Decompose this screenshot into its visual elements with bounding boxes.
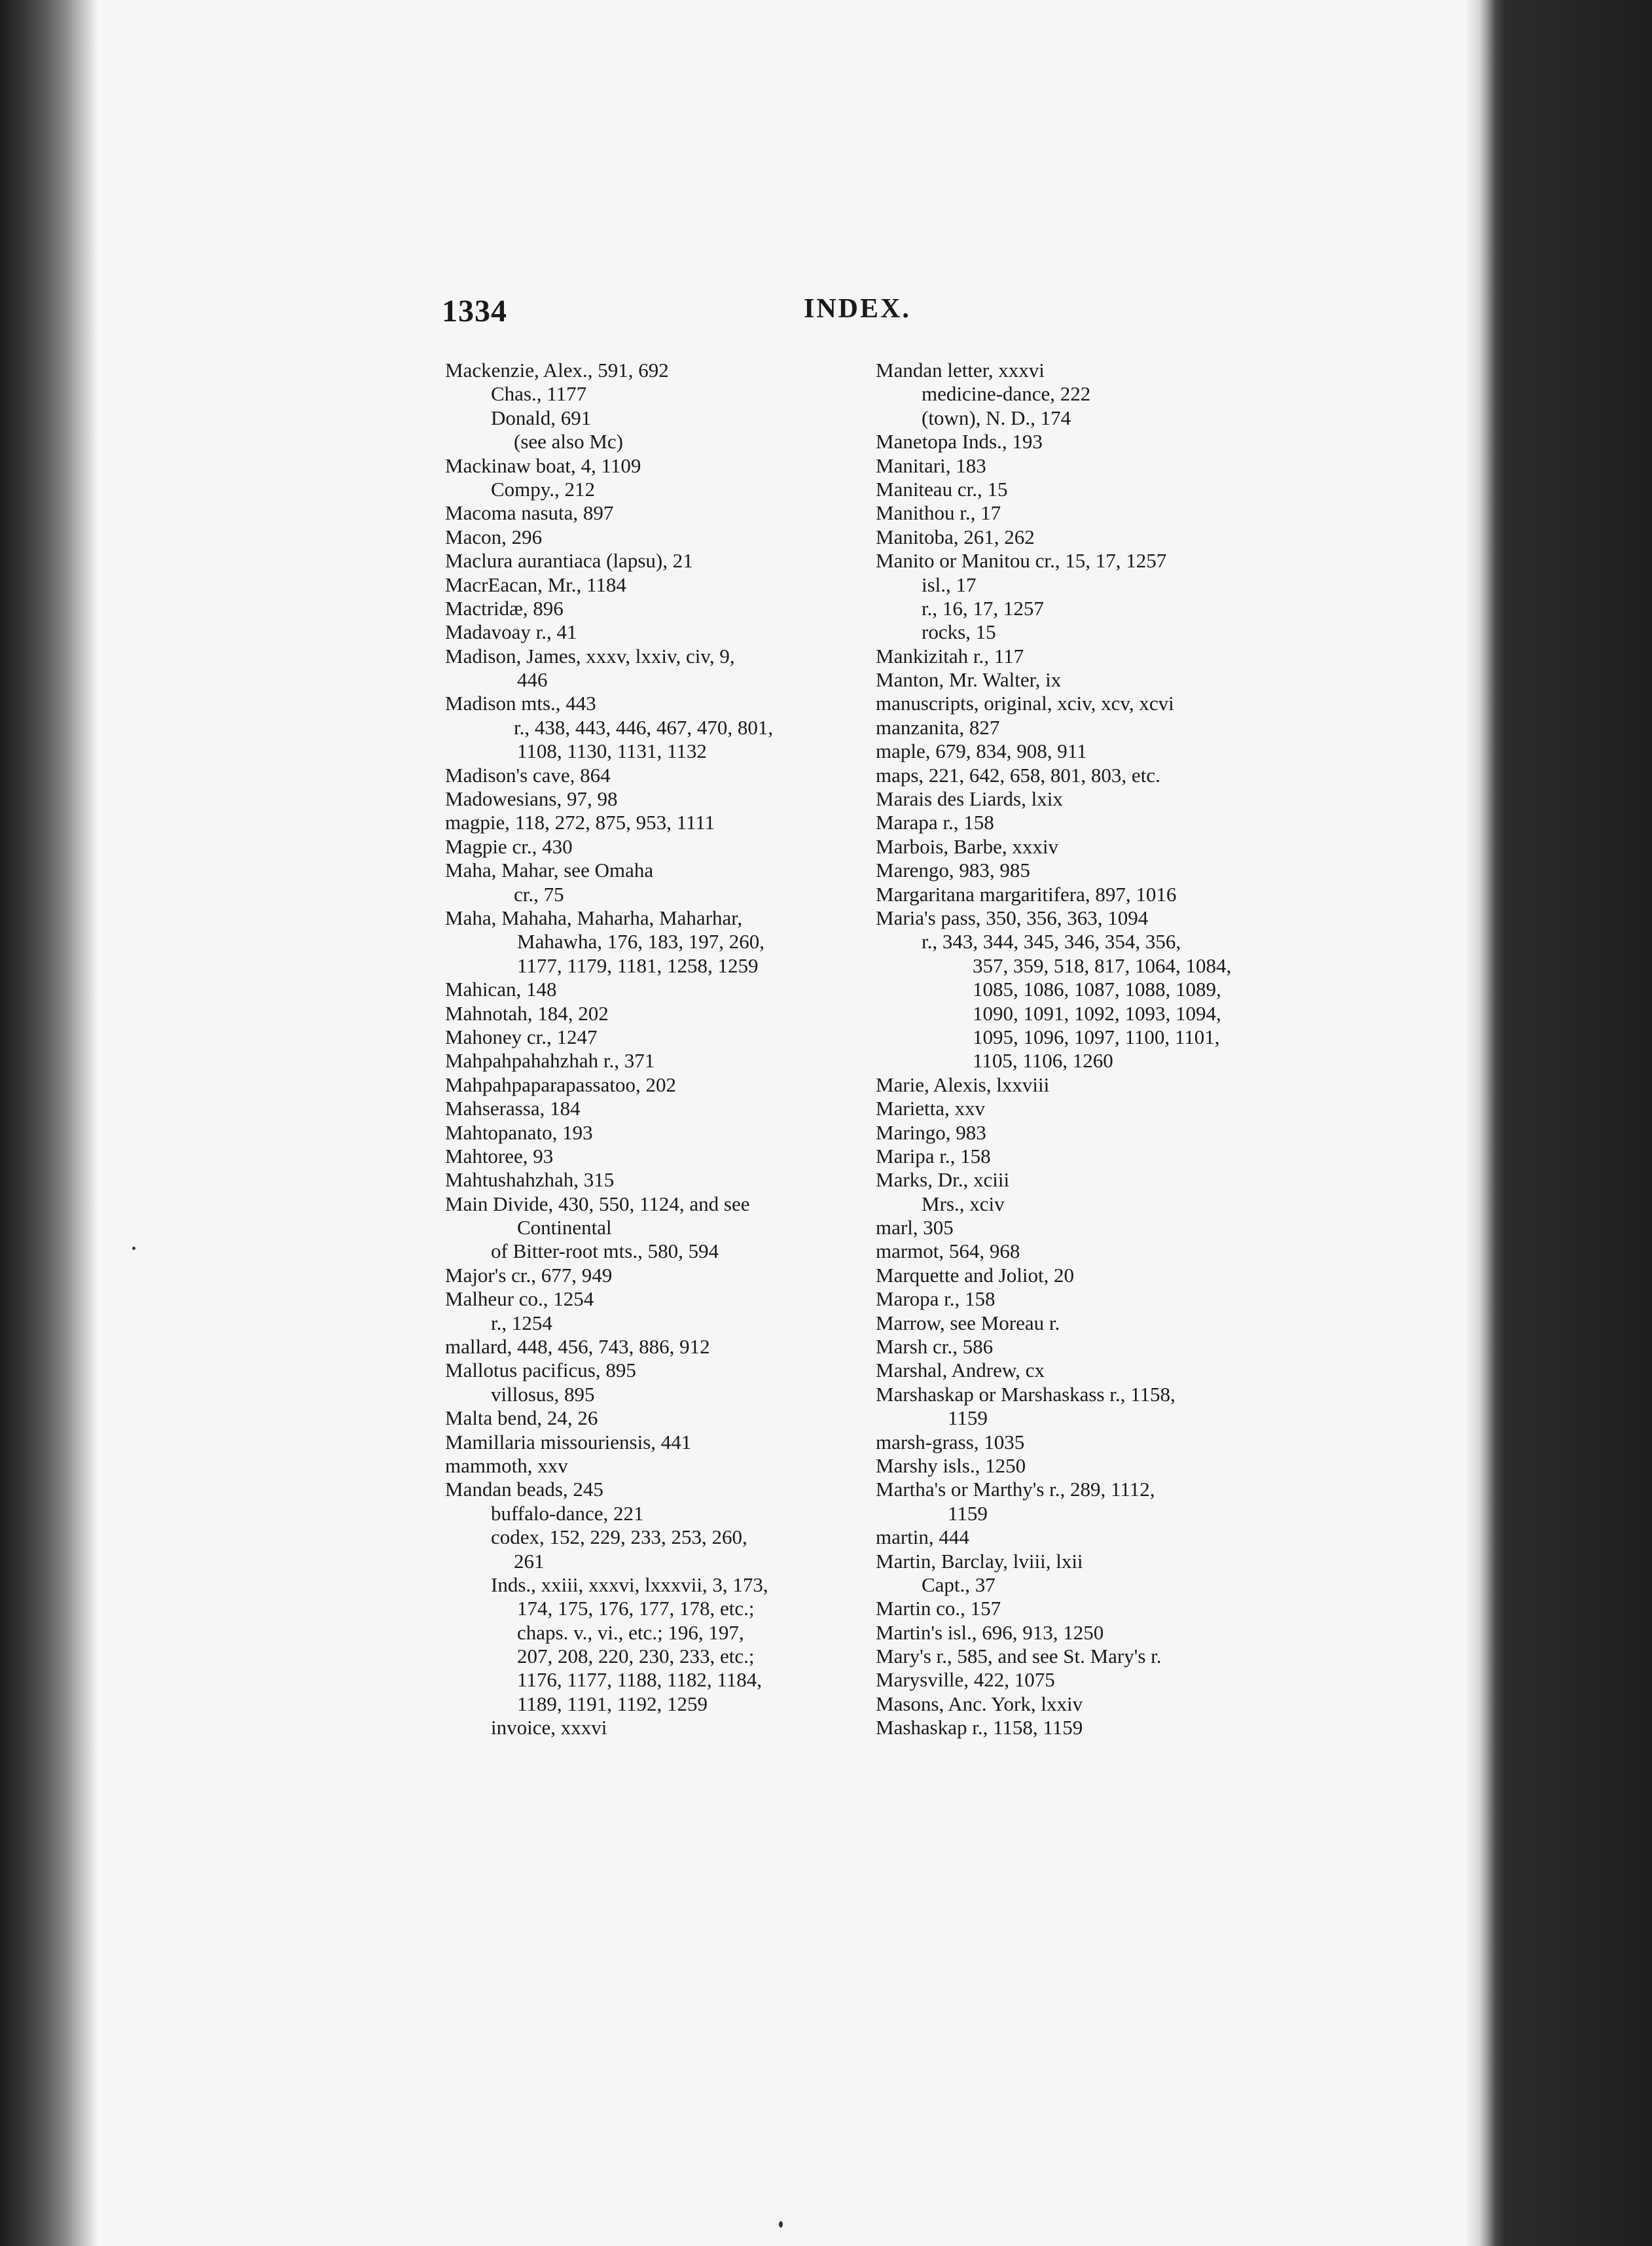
index-entry: Mahpahpaparapassatoo, 202 (445, 1073, 676, 1096)
index-entry: 446 (517, 668, 548, 692)
index-entry: manuscripts, original, xciv, xcv, xcvi (876, 692, 1174, 715)
index-column-left (445, 359, 877, 1740)
index-entry: Marsh cr., 586 (876, 1335, 994, 1359)
index-entry: 1176, 1177, 1188, 1182, 1184, (517, 1668, 762, 1692)
index-entry: Manito or Manitou cr., 15, 17, 1257 (876, 549, 1167, 573)
index-entry: maps, 221, 642, 658, 801, 803, etc. (876, 763, 1160, 787)
index-entry: Manitoba, 261, 262 (876, 525, 1035, 548)
index-entry: Madavoay r., 41 (445, 620, 577, 644)
index-entry: codex, 152, 229, 233, 253, 260, (491, 1525, 747, 1549)
index-entry: manzanita, 827 (876, 715, 1000, 739)
index-entry: Mackenzie, Alex., 591, 692 (445, 359, 669, 382)
index-entry: Mahtushahzhah, 315 (445, 1168, 615, 1192)
index-column-right (876, 359, 1308, 1740)
index-entry: martin, 444 (876, 1525, 969, 1549)
index-entry: MacrEacan, Mr., 1184 (445, 573, 626, 596)
index-entry: Mahpahpahahzhah r., 371 (445, 1049, 655, 1073)
index-entry: mallard, 448, 456, 743, 886, 912 (445, 1335, 710, 1359)
index-entry: Major's cr., 677, 949 (445, 1263, 613, 1287)
index-entry: Compy., 212 (491, 477, 596, 501)
index-entry: Marbois, Barbe, xxxiv (876, 834, 1058, 858)
index-entry: 1177, 1179, 1181, 1258, 1259 (517, 954, 759, 977)
index-entry: maple, 679, 834, 908, 911 (876, 740, 1087, 763)
index-entry: Mary's r., 585, and see St. Mary's r. (876, 1645, 1162, 1668)
index-entry: 1159 (948, 1501, 988, 1525)
index-entry: r., 438, 443, 446, 467, 470, 801, (514, 715, 774, 739)
index-entry: Mamillaria missouriensis, 441 (445, 1430, 692, 1453)
index-entry: Mankizitah r., 117 (876, 644, 1024, 668)
index-entry: Mahoney cr., 1247 (445, 1025, 598, 1048)
index-entry: medicine-dance, 222 (922, 382, 1091, 406)
index-entry: Maha, Mahaha, Maharha, Maharhar, (445, 906, 743, 929)
index-entry: Capt., 37 (922, 1573, 996, 1596)
scanner-right-margin (1466, 0, 1652, 2246)
index-entry: Mahtopanato, 193 (445, 1120, 593, 1144)
index-entry: r., 343, 344, 345, 346, 354, 356, (922, 930, 1181, 954)
index-entry: Manetopa Inds., 193 (876, 430, 1043, 454)
index-entry: Mahawha, 176, 183, 197, 260, (517, 930, 764, 954)
index-entry: 1095, 1096, 1097, 1100, 1101, (973, 1025, 1220, 1048)
index-entry: Maniteau cr., 15 (876, 477, 1008, 501)
index-entry: 1105, 1106, 1260 (973, 1049, 1113, 1073)
index-entry: villosus, 895 (491, 1382, 595, 1406)
index-entry: Magpie cr., 430 (445, 834, 573, 858)
index-entry: Mactridæ, 896 (445, 596, 564, 620)
ink-speck (132, 1247, 135, 1250)
index-entry: Martin, Barclay, lviii, lxii (876, 1549, 1083, 1573)
index-entry: magpie, 118, 272, 875, 953, 1111 (445, 811, 715, 834)
index-entry: Continental (517, 1216, 612, 1239)
index-entry: Inds., xxiii, xxxvi, lxxxvii, 3, 173, (491, 1573, 768, 1596)
index-entry: Mahtoree, 93 (445, 1144, 554, 1168)
index-entry: Mahnotah, 184, 202 (445, 1001, 609, 1025)
index-entry: Malheur co., 1254 (445, 1287, 594, 1311)
index-entry: Martin co., 157 (876, 1597, 1001, 1620)
index-entry: Main Divide, 430, 550, 1124, and see (445, 1192, 750, 1215)
index-entry: rocks, 15 (922, 620, 996, 644)
index-entry: r., 1254 (491, 1311, 552, 1334)
index-entry: Marshy isls., 1250 (876, 1453, 1026, 1477)
index-entry: Marshaskap or Marshaskass r., 1158, (876, 1382, 1176, 1406)
index-entry: 261 (514, 1549, 545, 1573)
index-entry: Maringo, 983 (876, 1120, 986, 1144)
index-entry: Martin's isl., 696, 913, 1250 (876, 1620, 1104, 1644)
index-entry: 357, 359, 518, 817, 1064, 1084, (973, 954, 1232, 977)
index-entry: buffalo-dance, 221 (491, 1501, 644, 1525)
index-entry: 207, 208, 220, 230, 233, etc.; (517, 1645, 755, 1668)
index-entry: Mahserassa, 184 (445, 1097, 581, 1120)
index-entry: 174, 175, 176, 177, 178, etc.; (517, 1597, 755, 1620)
index-entry: Marrow, see Moreau r. (876, 1311, 1060, 1334)
index-entry: marmot, 564, 968 (876, 1239, 1020, 1263)
index-entry: marsh-grass, 1035 (876, 1430, 1025, 1453)
index-entry: 1108, 1130, 1131, 1132 (517, 740, 707, 763)
ink-speck (779, 2221, 783, 2228)
page-number: 1334 (442, 294, 507, 329)
index-entry: Marais des Liards, lxix (876, 787, 1063, 811)
index-entry: Madison mts., 443 (445, 692, 596, 715)
index-entry: Marapa r., 158 (876, 811, 994, 834)
index-entry: 1189, 1191, 1192, 1259 (517, 1692, 708, 1715)
index-entry: Maripa r., 158 (876, 1144, 991, 1168)
index-entry: isl., 17 (922, 573, 977, 596)
index-entry: Marie, Alexis, lxxviii (876, 1073, 1050, 1096)
index-entry: Mashaskap r., 1158, 1159 (876, 1716, 1083, 1739)
index-entry: Mahican, 148 (445, 978, 557, 1001)
scanner-left-margin (0, 0, 98, 2246)
index-entry: r., 16, 17, 1257 (922, 596, 1044, 620)
index-entry: 1159 (948, 1406, 988, 1430)
index-entry: Mackinaw boat, 4, 1109 (445, 454, 641, 477)
index-entry: Macon, 296 (445, 525, 543, 548)
index-entry: (see also Mc) (514, 430, 623, 454)
index-entry: mammoth, xxv (445, 1453, 568, 1477)
index-entry: Manton, Mr. Walter, ix (876, 668, 1062, 692)
index-entry: Mrs., xciv (922, 1192, 1005, 1215)
index-entry: Mallotus pacificus, 895 (445, 1359, 636, 1382)
index-entry: 1090, 1091, 1092, 1093, 1094, (973, 1001, 1221, 1025)
index-entry: Mandan letter, xxxvi (876, 359, 1045, 382)
index-entry: Macoma nasuta, 897 (445, 501, 614, 525)
index-entry: Maclura aurantiaca (lapsu), 21 (445, 549, 693, 573)
index-entry: 1085, 1086, 1087, 1088, 1089, (973, 978, 1221, 1001)
index-entry: Madison, James, xxxv, lxxiv, civ, 9, (445, 644, 735, 668)
index-entry: Maha, Mahar, see Omaha (445, 859, 654, 882)
index-entry: invoice, xxxvi (491, 1716, 607, 1739)
index-entry: Marquette and Joliot, 20 (876, 1263, 1075, 1287)
index-entry: Madison's cave, 864 (445, 763, 611, 787)
index-entry: Maropa r., 158 (876, 1287, 996, 1311)
index-entry: (town), N. D., 174 (922, 406, 1071, 429)
index-entry: Marshal, Andrew, cx (876, 1359, 1045, 1382)
index-entry: Manitari, 183 (876, 454, 986, 477)
index-entry: Marysville, 422, 1075 (876, 1668, 1055, 1692)
index-entry: Masons, Anc. York, lxxiv (876, 1692, 1083, 1715)
index-entry: Donald, 691 (491, 406, 592, 429)
index-entry: marl, 305 (876, 1216, 954, 1239)
index-entry: Marietta, xxv (876, 1097, 986, 1120)
index-entry: Maria's pass, 350, 356, 363, 1094 (876, 906, 1149, 929)
index-entry: chaps. v., vi., etc.; 196, 197, (517, 1620, 744, 1644)
index-entry: Madowesians, 97, 98 (445, 787, 618, 811)
index-entry: Marks, Dr., xciii (876, 1168, 1010, 1192)
running-head: INDEX. (804, 294, 911, 324)
index-entry: Manithou r., 17 (876, 501, 1001, 525)
index-entry: cr., 75 (514, 882, 564, 906)
index-entry: Margaritana margaritifera, 897, 1016 (876, 882, 1177, 906)
index-entry: of Bitter-root mts., 580, 594 (491, 1239, 719, 1263)
index-entry: Mandan beads, 245 (445, 1478, 603, 1501)
index-entry: Marengo, 983, 985 (876, 859, 1030, 882)
index-entry: Martha's or Marthy's r., 289, 1112, (876, 1478, 1155, 1501)
index-entry: Chas., 1177 (491, 382, 587, 406)
index-entry: Malta bend, 24, 26 (445, 1406, 598, 1430)
